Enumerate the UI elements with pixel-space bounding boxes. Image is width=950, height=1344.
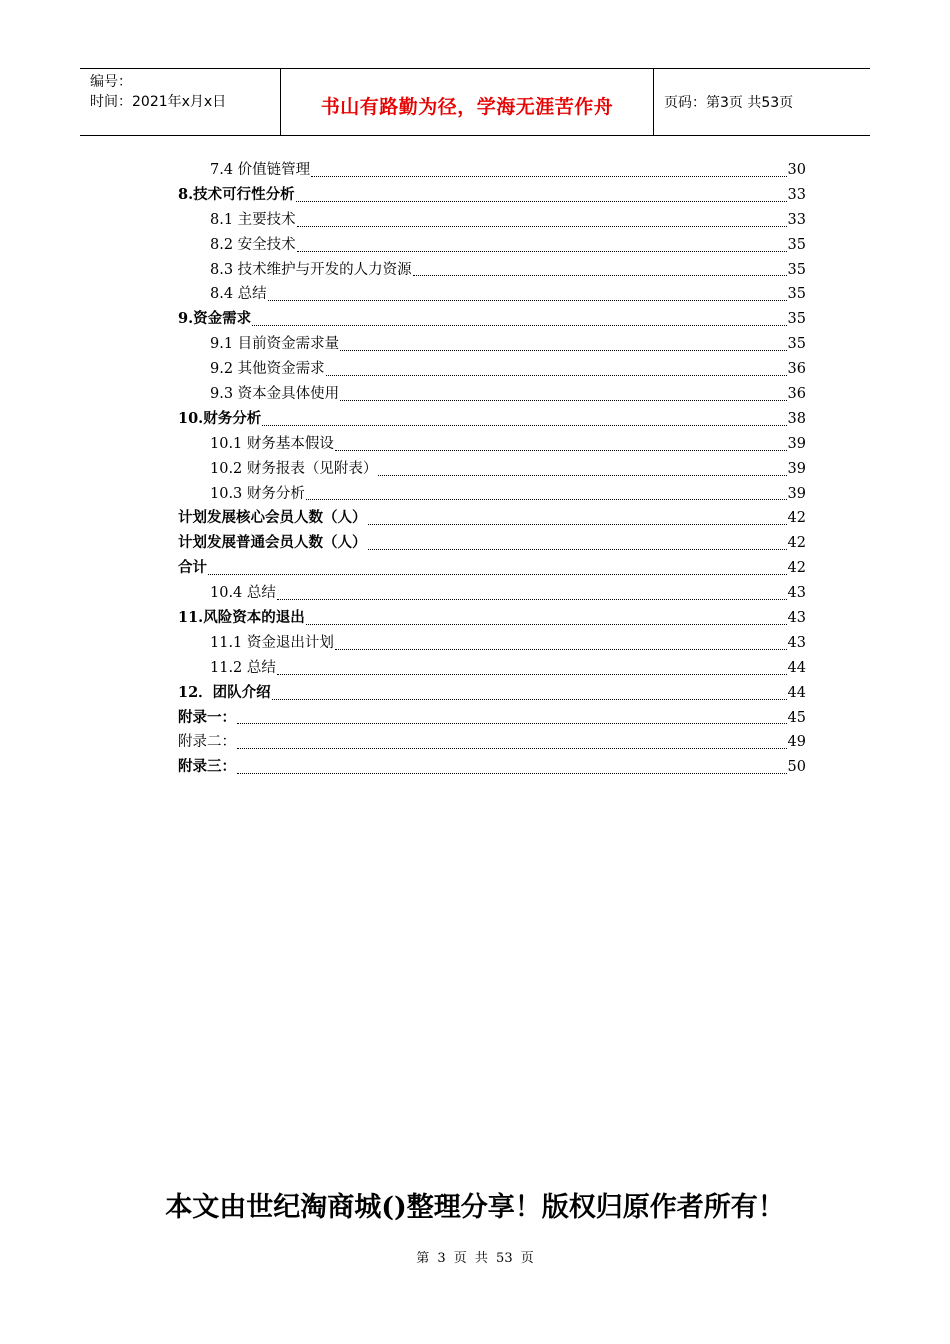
toc-entry-title: 8.技术可行性分析	[178, 185, 295, 203]
toc-entry-title: 10.财务分析	[178, 409, 262, 427]
toc-leader-dots	[368, 548, 787, 550]
toc-leader-dots	[378, 474, 786, 476]
toc-entry-title: 9.1 目前资金需求量	[210, 336, 340, 353]
toc-entry-title: 11.1 资金退出计划	[210, 634, 334, 651]
toc-entry-title: 9.资金需求	[178, 310, 252, 328]
page-header	[80, 68, 870, 136]
toc-entry-page: 44	[787, 684, 806, 701]
toc-leader-dots	[277, 598, 787, 600]
toc-entry[interactable]	[178, 233, 806, 258]
toc-entry-page: 38	[787, 410, 806, 427]
toc-entry[interactable]	[178, 631, 806, 656]
toc-entry[interactable]	[178, 457, 806, 482]
toc-leader-dots	[252, 324, 786, 326]
toc-leader-dots	[272, 698, 787, 700]
toc-leader-dots	[297, 250, 787, 252]
toc-entry-page: 49	[787, 734, 806, 751]
header-meta	[80, 69, 281, 135]
toc-entry[interactable]	[178, 482, 806, 507]
copyright-notice: 本文由世纪淘商城()整理分享！版权归原作者所有！	[165, 1192, 785, 1223]
toc-entry-page: 43	[787, 585, 806, 602]
toc-entry-title: 10.4 总结	[210, 585, 276, 602]
table-of-contents	[178, 158, 806, 780]
toc-entry[interactable]	[178, 382, 806, 407]
toc-entry-page: 33	[787, 211, 806, 228]
toc-leader-dots	[306, 623, 787, 625]
toc-leader-dots	[262, 424, 786, 426]
toc-entry[interactable]	[178, 531, 806, 556]
header-page-info: 页码：第3页 共53页	[664, 95, 794, 111]
toc-entry[interactable]	[178, 432, 806, 457]
toc-entry[interactable]	[178, 755, 806, 780]
toc-entry[interactable]	[178, 656, 806, 681]
toc-entry-page: 44	[787, 659, 806, 676]
toc-leader-dots	[368, 523, 787, 525]
toc-entry-page: 39	[787, 460, 806, 477]
toc-entry[interactable]	[178, 307, 806, 332]
toc-entry-title: 10.2 财务报表（见附表）	[210, 460, 378, 477]
toc-entry-page: 35	[787, 261, 806, 278]
toc-entry-title: 8.2 安全技术	[210, 236, 296, 253]
toc-entry-page: 30	[787, 162, 806, 178]
toc-entry-title: 附录二：	[178, 734, 236, 751]
toc-entry-title: 8.3 技术维护与开发的人力资源	[210, 261, 412, 278]
toc-leader-dots	[326, 374, 787, 376]
toc-entry-title: 9.3 资本金具体使用	[210, 386, 340, 403]
toc-leader-dots	[335, 648, 787, 650]
toc-entry-page: 39	[787, 435, 806, 452]
toc-entry[interactable]	[178, 208, 806, 233]
toc-leader-dots	[306, 498, 787, 500]
toc-leader-dots	[311, 175, 786, 177]
toc-leader-dots	[237, 722, 787, 724]
header-motto-cell	[281, 69, 654, 135]
toc-entry[interactable]	[178, 282, 806, 307]
toc-entry-title: 9.2 其他资金需求	[210, 361, 325, 378]
toc-entry[interactable]	[178, 158, 806, 183]
toc-leader-dots	[268, 299, 787, 301]
toc-entry[interactable]	[178, 357, 806, 382]
toc-entry[interactable]	[178, 606, 806, 631]
toc-entry[interactable]	[178, 407, 806, 432]
toc-entry[interactable]	[178, 506, 806, 531]
toc-leader-dots	[237, 772, 787, 774]
toc-leader-dots	[296, 200, 787, 202]
toc-entry-title: 7.4 价值链管理	[210, 162, 311, 178]
toc-entry-title: 计划发展普通会员人数（人）	[178, 534, 367, 552]
toc-leader-dots	[413, 274, 787, 276]
toc-leader-dots	[208, 573, 787, 575]
toc-entry-page: 43	[787, 634, 806, 651]
toc-entry[interactable]	[178, 581, 806, 606]
toc-entry-title: 12．团队介绍	[178, 683, 271, 701]
toc-entry-title: 8.1 主要技术	[210, 211, 296, 228]
toc-entry-page: 42	[787, 510, 806, 527]
toc-entry-page: 42	[787, 535, 806, 552]
toc-entry-page: 35	[787, 286, 806, 303]
toc-entry-title: 附录三：	[178, 758, 236, 776]
toc-entry-title: 10.3 财务分析	[210, 485, 305, 502]
toc-leader-dots	[340, 349, 786, 351]
toc-entry[interactable]	[178, 332, 806, 357]
toc-entry-page: 50	[787, 759, 806, 776]
toc-entry-page: 33	[787, 186, 806, 203]
toc-entry-page: 35	[787, 311, 806, 328]
toc-entry-page: 43	[787, 610, 806, 627]
toc-entry-title: 10.1 财务基本假设	[210, 435, 334, 452]
date-label: 时间：2021年x月x日	[90, 94, 227, 110]
toc-entry[interactable]	[178, 556, 806, 581]
toc-entry-page: 42	[787, 560, 806, 577]
toc-entry[interactable]	[178, 258, 806, 283]
toc-entry[interactable]	[178, 730, 806, 755]
toc-entry[interactable]	[178, 706, 806, 731]
toc-entry[interactable]	[178, 183, 806, 208]
toc-entry-page: 35	[787, 336, 806, 353]
motto: 书山有路勤为径，学海无涯苦作舟	[320, 95, 614, 118]
toc-entry[interactable]	[178, 681, 806, 706]
toc-leader-dots	[335, 449, 787, 451]
toc-entry-page: 36	[787, 361, 806, 378]
page-footer: 第 3 页 共 53 页	[416, 1251, 534, 1266]
toc-entry-page: 39	[787, 485, 806, 502]
toc-entry-title: 附录一：	[178, 708, 236, 726]
toc-entry-title: 8.4 总结	[210, 286, 267, 303]
toc-entry-title: 合计	[178, 559, 207, 577]
toc-entry-title: 11.风险资本的退出	[178, 609, 305, 627]
toc-entry-page: 35	[787, 236, 806, 253]
toc-leader-dots	[297, 225, 787, 227]
toc-leader-dots	[340, 399, 786, 401]
toc-entry-page: 36	[787, 386, 806, 403]
toc-entry-page: 45	[787, 709, 806, 726]
toc-entry-title: 11.2 总结	[210, 659, 276, 676]
toc-leader-dots	[277, 673, 787, 675]
toc-leader-dots	[237, 747, 787, 749]
toc-entry-title: 计划发展核心会员人数（人）	[178, 509, 367, 527]
code-label: 编号：	[90, 74, 132, 90]
